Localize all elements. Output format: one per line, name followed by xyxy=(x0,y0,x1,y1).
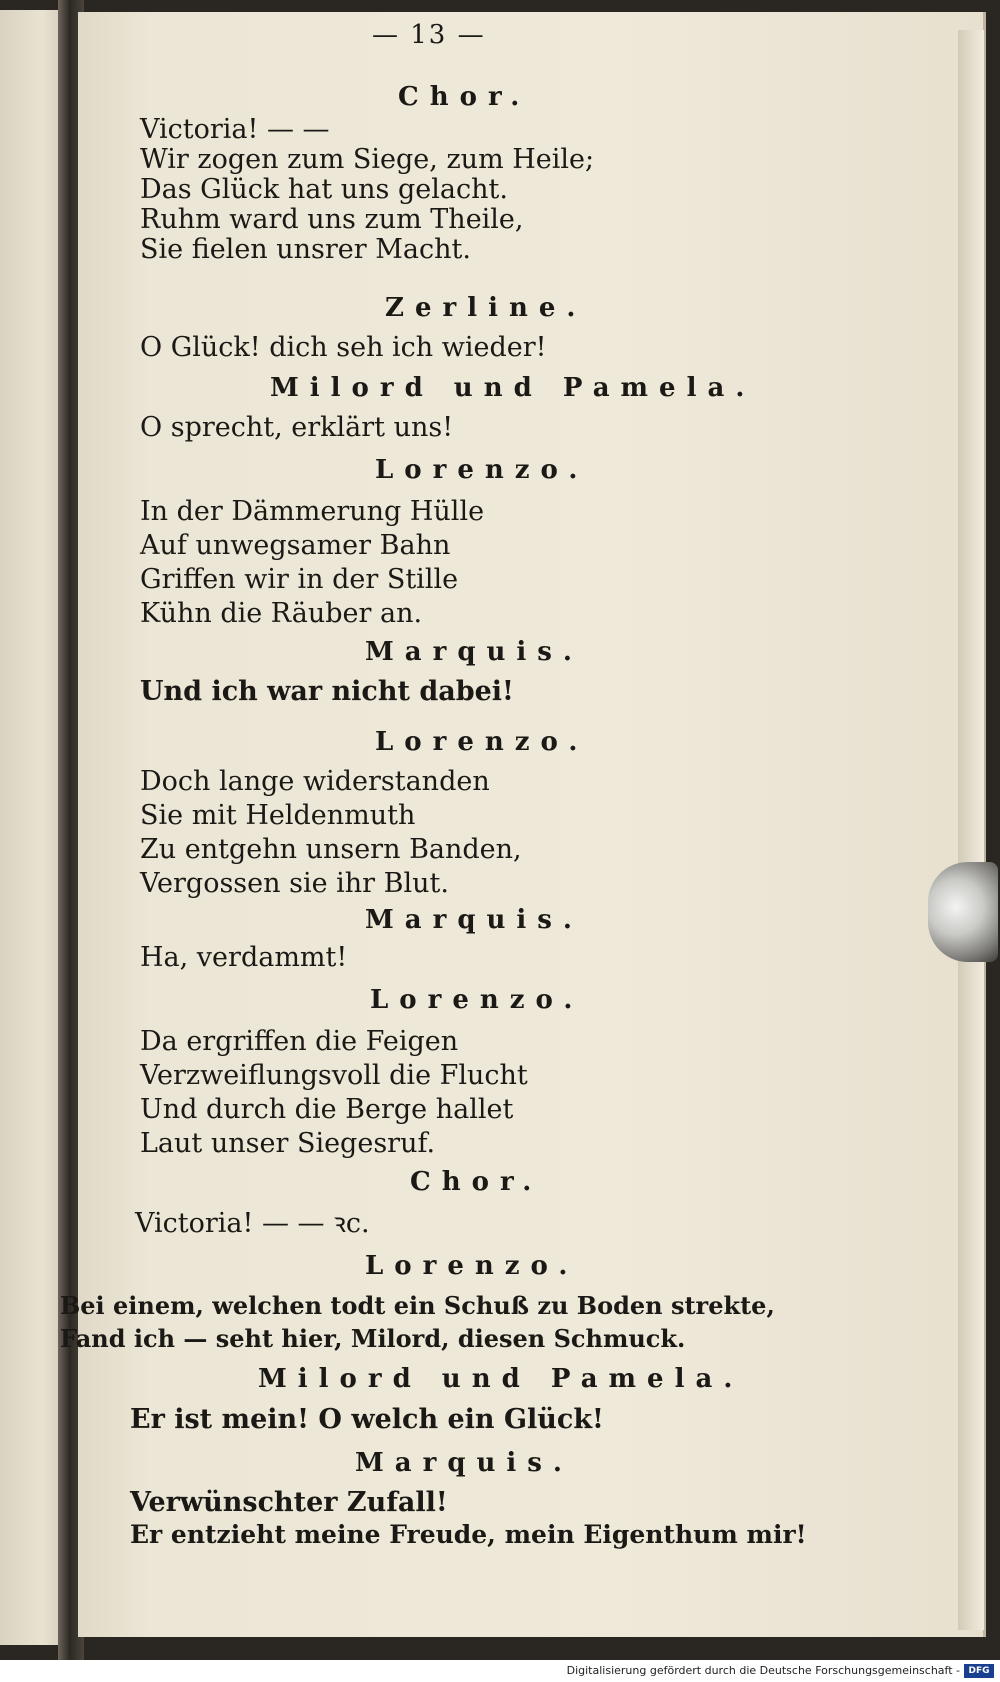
verse-line: In der Dämmerung Hülle xyxy=(140,496,485,527)
page-number: — 13 — xyxy=(372,20,486,50)
speaker-heading: Milord und Pamela. xyxy=(270,373,756,403)
verse-line: Er entzieht meine Freude, mein Eigenthum mir! xyxy=(130,1520,807,1549)
speaker-heading: Lorenzo. xyxy=(375,727,589,757)
speaker-heading: Lorenzo. xyxy=(370,985,584,1015)
verse-line: Ruhm ward uns zum Theile, xyxy=(140,204,524,235)
verse-line: Griffen wir in der Stille xyxy=(140,564,459,595)
speaker-heading: Zerline. xyxy=(385,293,587,323)
verse-line: Er ist mein! O welch ein Glück! xyxy=(130,1404,604,1435)
verse-line: Sie fielen unsrer Macht. xyxy=(140,234,471,265)
speaker-heading: Chor. xyxy=(398,82,531,112)
verse-line: Das Glück hat uns gelacht. xyxy=(140,174,508,205)
verse-line: Zu entgehn unsern Banden, xyxy=(140,834,522,865)
speaker-heading: Chor. xyxy=(410,1167,543,1197)
verse-line: Doch lange widerstanden xyxy=(140,766,490,797)
speaker-heading: Lorenzo. xyxy=(365,1251,579,1281)
verse-line: Laut unser Siegesruf. xyxy=(140,1128,436,1159)
verse-line: Vergossen sie ihr Blut. xyxy=(140,868,449,899)
verse-line: Fand ich — seht hier, Milord, diesen Schmuck. xyxy=(60,1324,686,1353)
verse-line: Und durch die Berge hallet xyxy=(140,1094,514,1125)
verse-line: Victoria! — — xyxy=(140,114,330,145)
verse-line: Wir zogen zum Siege, zum Heile; xyxy=(140,144,595,175)
verse-line: Ha, verdammt! xyxy=(140,942,348,973)
verse-line: Victoria! — — ꝛc. xyxy=(135,1208,370,1239)
speaker-heading: Marquis. xyxy=(365,637,583,667)
speaker-heading: Marquis. xyxy=(355,1448,573,1478)
speaker-heading: Milord und Pamela. xyxy=(258,1364,744,1394)
dfg-logo: DFG xyxy=(964,1664,994,1678)
digitization-credit: Digitalisierung gefördert durch die Deutsche Forschungsgemeinschaft - xyxy=(566,1664,960,1677)
verse-line: Verzweiflungsvoll die Flucht xyxy=(140,1060,528,1091)
verse-line: O Glück! dich seh ich wieder! xyxy=(140,332,547,363)
verse-line: Sie mit Heldenmuth xyxy=(140,800,416,831)
verse-line: Kühn die Räuber an. xyxy=(140,598,423,629)
verse-line: Verwünschter Zufall! xyxy=(130,1487,448,1518)
speaker-heading: Lorenzo. xyxy=(375,455,589,485)
speaker-heading: Marquis. xyxy=(365,905,583,935)
verse-line: Und ich war nicht dabei! xyxy=(140,676,514,707)
verse-line: O sprecht, erklärt uns! xyxy=(140,412,454,443)
verse-line: Auf unwegsamer Bahn xyxy=(140,530,451,561)
verse-line: Da ergriffen die Feigen xyxy=(140,1026,459,1057)
verse-line: Bei einem, welchen todt ein Schuß zu Boden strekte, xyxy=(60,1291,775,1320)
